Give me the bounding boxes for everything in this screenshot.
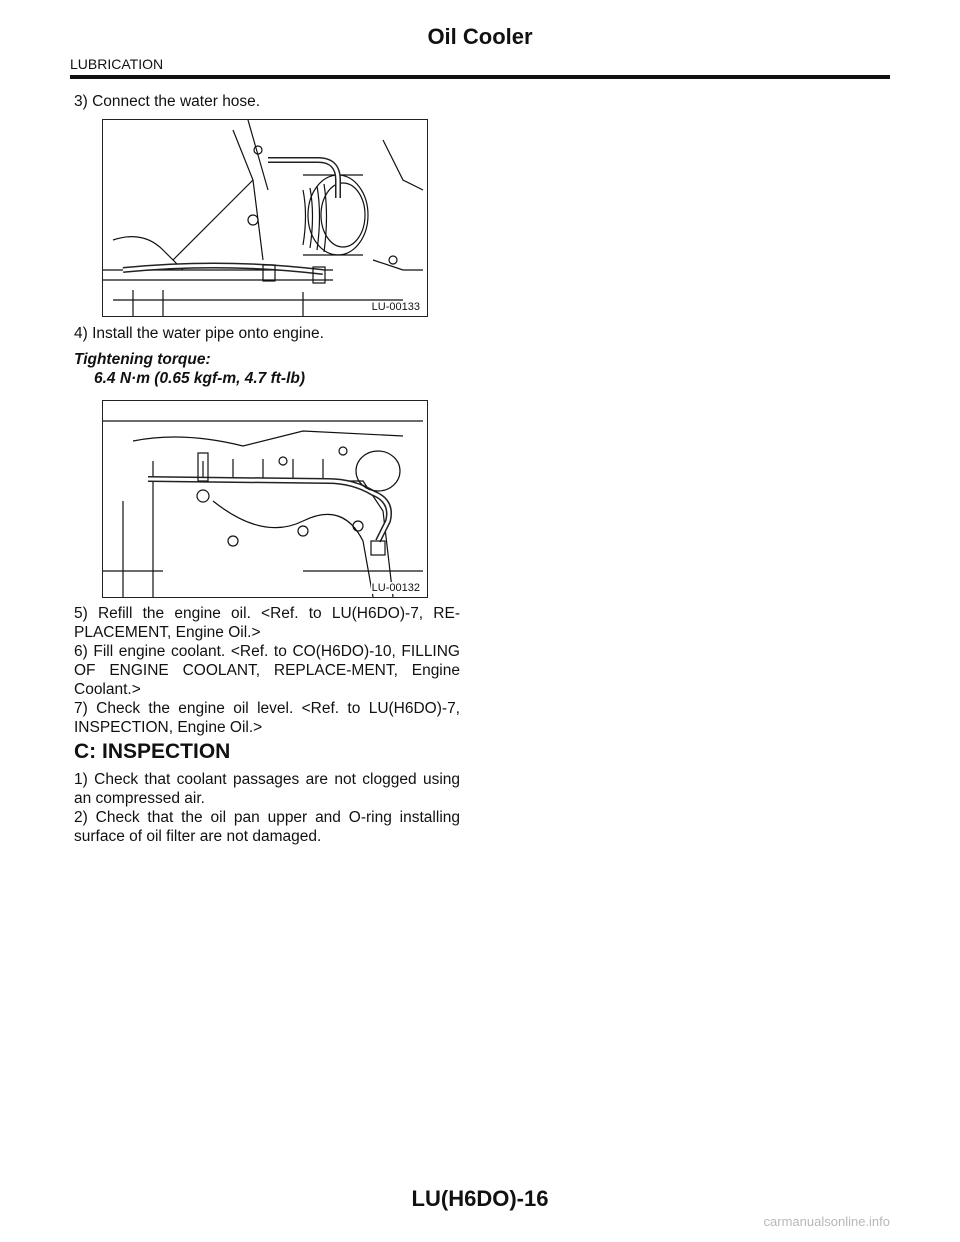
step-4	[74, 324, 460, 343]
step-3	[74, 92, 460, 111]
figure-water-hose	[102, 119, 428, 317]
engine-illustration-1	[103, 120, 427, 316]
inspection-steps	[74, 770, 460, 846]
step-7-text: 7) Check the engine oil level. <Ref. to LU(H6DO)-7, INSPECTION, Engine Oil.>	[74, 700, 460, 736]
steps-5-7	[74, 604, 460, 737]
figure-1-label: LU-00133	[371, 301, 420, 313]
step-6-text: 6) Fill engine coolant. <Ref. to CO(H6DO)-10, FILLING OF ENGINE COOLANT, REPLACE-MENT, Engine Coolant.>	[74, 643, 460, 698]
engine-illustration-2	[103, 401, 427, 597]
inspection-heading: C: INSPECTION	[74, 740, 231, 763]
page-number: LU(H6DO)-16	[411, 1186, 549, 1211]
figure-water-pipe	[102, 400, 428, 598]
section-label: LUBRICATION	[70, 56, 164, 72]
inspection-step-2: 2) Check that the oil pan upper and O-ring installing surface of oil filter are not damaged.	[74, 809, 460, 845]
torque-spec	[74, 350, 460, 388]
step-5-text: 5) Refill the engine oil. <Ref. to LU(H6DO)-7, RE-PLACEMENT, Engine Oil.>	[74, 605, 460, 641]
step-3-text: 3) Connect the water hose.	[74, 93, 261, 110]
inspection-step-1: 1) Check that coolant passages are not clogged using an compressed air.	[74, 771, 460, 807]
step-4-text: 4) Install the water pipe onto engine.	[74, 325, 324, 342]
figure-2-label: LU-00132	[371, 582, 420, 594]
torque-value: 6.4 N·m (0.65 kgf-m, 4.7 ft-lb)	[94, 370, 306, 387]
page-title: Oil Cooler	[427, 24, 533, 49]
torque-label: Tightening torque:	[74, 351, 211, 368]
header-rule	[70, 75, 890, 79]
watermark: carmanualsonline.info	[763, 1214, 890, 1229]
